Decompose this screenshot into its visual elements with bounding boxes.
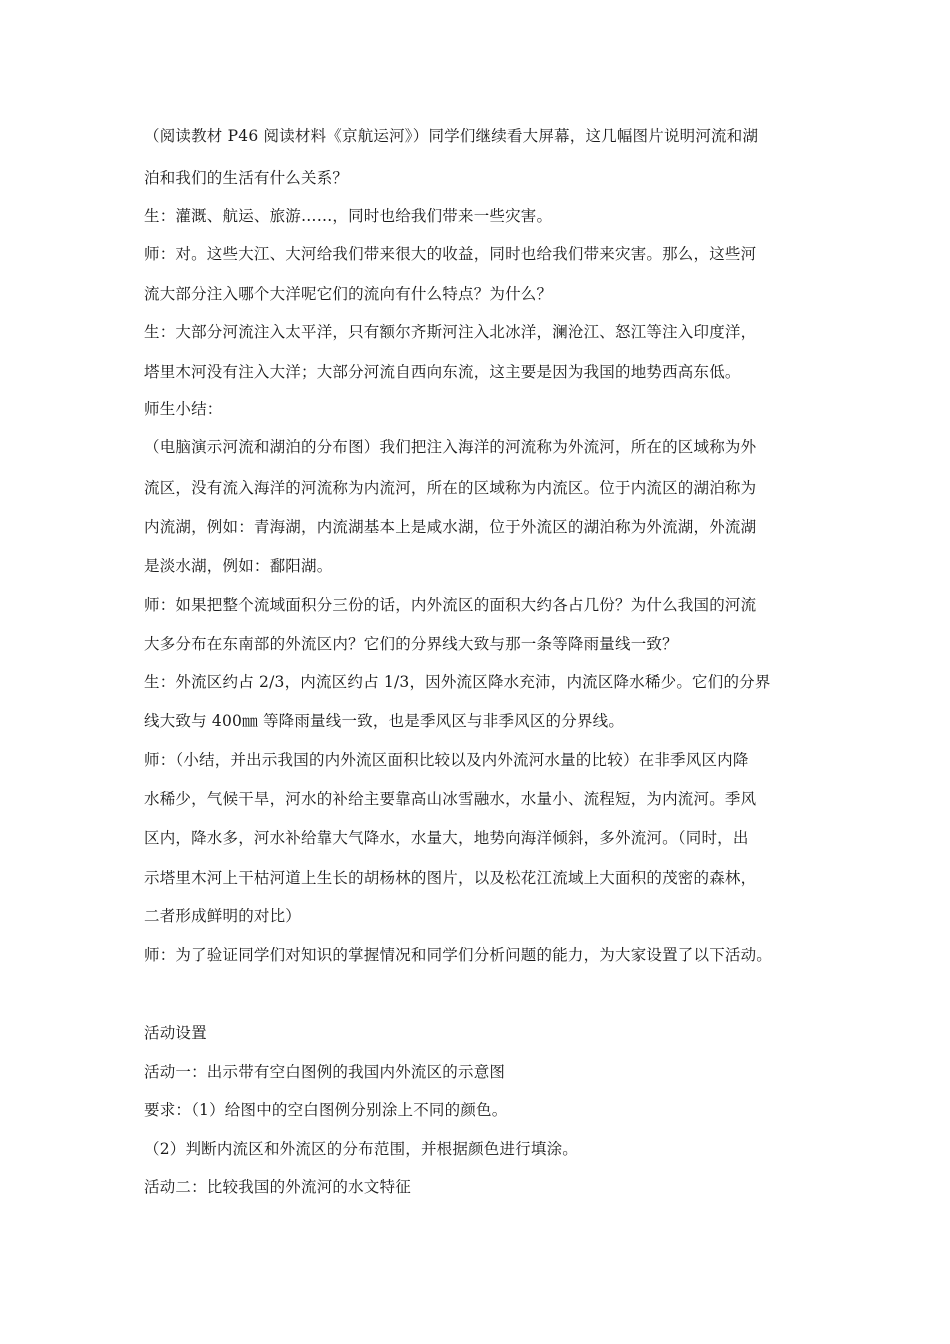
text-line: （2）判断内流区和外流区的分布范围，并根据颜色进行填涂。 (144, 1140, 578, 1158)
text-line: 活动二：比较我国的外流河的水文特征 (144, 1178, 411, 1196)
text-line: 生：大部分河流注入太平洋，只有额尔齐斯河注入北冰洋，澜沧江、怒江等注入印度洋， (144, 323, 757, 341)
text-line: 水稀少，气候干旱，河水的补给主要靠高山冰雪融水，水量小、流程短，为内流河。季风 (144, 790, 757, 808)
text-line: （电脑演示河流和湖泊的分布图）我们把注入海洋的河流称为外流河，所在的区域称为外 (144, 438, 757, 456)
text-line: 流大部分注入哪个大洋呢它们的流向有什么特点？为什么？ (144, 285, 553, 303)
text-line: 师：为了验证同学们对知识的掌握情况和同学们分析问题的能力，为大家设置了以下活动。 (144, 946, 773, 964)
section-heading: 活动设置 (144, 1024, 207, 1042)
text-line: 内流湖，例如：青海湖，内流湖基本上是咸水湖，位于外流区的湖泊称为外流湖，外流湖 (144, 518, 757, 536)
text-line: 泊和我们的生活有什么关系？ (144, 169, 349, 187)
text-line: 塔里木河没有注入大洋；大部分河流自西向东流，这主要是因为我国的地势西高东低。 (144, 363, 741, 381)
text-line: 师：（小结，并出示我国的内外流区面积比较以及内外流河水量的比较）在非季风区内降 (144, 751, 749, 769)
text-line: 师：如果把整个流域面积分三份的话，内外流区的面积大约各占几份？为什么我国的河流 (144, 596, 757, 614)
text-line: 师：对。这些大江、大河给我们带来很大的收益，同时也给我们带来灾害。那么，这些河 (144, 245, 757, 263)
text-line: 流区，没有流入海洋的河流称为内流河，所在的区域称为内流区。位于内流区的湖泊称为 (144, 479, 757, 497)
text-line: 线大致与 400㎜ 等降雨量线一致，也是季风区与非季风区的分界线。 (144, 712, 625, 730)
text-line: 生：外流区约占 2/3，内流区约占 1/3，因外流区降水充沛，内流区降水稀少。它们的分界 (144, 673, 771, 691)
text-line: 要求：（1）给图中的空白图例分别涂上不同的颜色。 (144, 1101, 508, 1119)
text-line: 师生小结： (144, 400, 223, 418)
text-line: 是淡水湖，例如：鄱阳湖。 (144, 557, 333, 575)
text-line: 生：灌溉、航运、旅游……，同时也给我们带来一些灾害。 (144, 207, 553, 225)
text-line: 二者形成鲜明的对比） (144, 907, 302, 925)
text-line: 区内，降水多，河水补给靠大气降水，水量大，地势向海洋倾斜，多外流河。（同时，出 (144, 829, 749, 847)
text-line: 活动一：出示带有空白图例的我国内外流区的示意图 (144, 1063, 506, 1081)
text-line: 示塔里木河上干枯河道上生长的胡杨林的图片，以及松花江流域上大面积的茂密的森林， (144, 869, 757, 887)
text-line: 大多分布在东南部的外流区内？它们的分界线大致与那一条等降雨量线一致？ (144, 635, 678, 653)
text-line: （阅读教材 P46 阅读材料《京航运河》）同学们继续看大屏幕，这几幅图片说明河流和湖 (144, 127, 759, 145)
